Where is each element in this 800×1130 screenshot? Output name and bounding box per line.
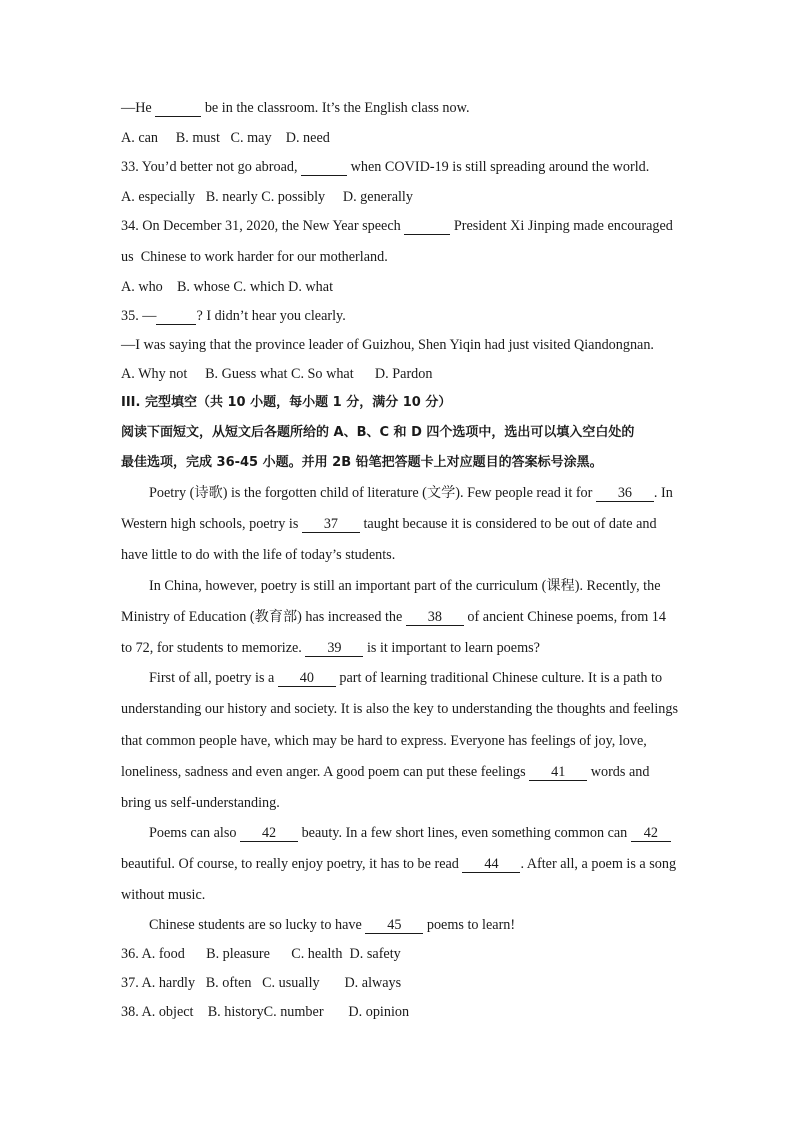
- q33-blank: [301, 160, 347, 176]
- q35-line2: —I was saying that the province leader of Guizhou, Shen Yiqin had just visited Qiandongnan.: [121, 337, 654, 353]
- text: beauty. In a few short lines, even something common can: [301, 825, 628, 841]
- passage-p5-line1: [149, 916, 679, 934]
- passage-p4-line2: [121, 855, 679, 873]
- passage-p2-line2: [121, 608, 679, 626]
- q35-blank: [156, 309, 196, 325]
- q32-text-post: be in the classroom. It’s the English class now.: [204, 100, 470, 116]
- q34-line: [121, 217, 679, 235]
- q35-text-pre: 35. —: [121, 308, 157, 324]
- blank-44: 44: [462, 857, 520, 873]
- text: part of learning traditional Chinese culture. It is a path to: [339, 670, 663, 686]
- text: Western high schools, poetry is: [121, 516, 299, 532]
- text: Chinese students are so lucky to have: [149, 917, 362, 933]
- q32-options: A. can B. must C. may D. need: [121, 130, 330, 146]
- text: to 72, for students to memorize.: [121, 640, 302, 656]
- passage-p3-line4: [121, 763, 679, 781]
- passage-p2-line3: [121, 639, 679, 657]
- passage-p3-line5: bring us self-understanding.: [121, 795, 280, 811]
- text: of ancient Chinese poems, from 14: [467, 609, 666, 625]
- section3-heading: III. 完型填空（共 10 小题，每小题 1 分，满分 10 分）: [121, 395, 452, 410]
- blank-43: 42: [631, 826, 671, 842]
- passage-p3-line2: understanding our history and society. It is also the key to understanding the thoughts and feelings: [121, 701, 679, 717]
- passage-p1-line2: [121, 515, 679, 533]
- q33-line: [121, 158, 679, 176]
- section3-instruction-2: 最佳选项，完成 36-45 小题。并用 2B 铅笔把答题卡上对应题目的答案标号涂黑。: [121, 455, 603, 470]
- passage-p4-line3: without music.: [121, 887, 206, 903]
- q34-line2: us Chinese to work harder for our motherland.: [121, 249, 388, 265]
- blank-38: 38: [406, 610, 464, 626]
- q33-text-post: when COVID-19 is still spreading around the world.: [350, 159, 650, 175]
- text: Ministry of Education (教育部) has increased the: [121, 609, 403, 625]
- blank-41: 41: [529, 765, 587, 781]
- q35-text-post: ? I didn’t hear you clearly.: [196, 308, 346, 324]
- q35-line: [121, 307, 679, 325]
- q32-line: [121, 99, 679, 117]
- text: First of all, poetry is a: [149, 670, 275, 686]
- blank-45: 45: [365, 918, 423, 934]
- text: taught because it is considered to be out of date and: [363, 516, 657, 532]
- q34-blank: [404, 219, 450, 235]
- text: poems to learn!: [426, 917, 516, 933]
- passage-p1-line1: [149, 484, 679, 502]
- passage-p1-line3: have little to do with the life of today’s students.: [121, 547, 396, 563]
- q32-text-pre: —He: [121, 100, 152, 116]
- q32-blank: [155, 101, 201, 117]
- passage-p4-line1: [149, 824, 679, 842]
- q34-text-pre: 34. On December 31, 2020, the New Year speech: [121, 218, 401, 234]
- blank-39: 39: [305, 641, 363, 657]
- passage-p3-line1: [149, 669, 679, 687]
- text: loneliness, sadness and even anger. A good poem can put these feelings: [121, 764, 526, 780]
- q33-options: A. especially B. nearly C. possibly D. generally: [121, 189, 413, 205]
- section3-instruction-1: 阅读下面短文，从短文后各题所给的 A、B、C 和 D 四个选项中，选出可以填入空白处的: [121, 425, 635, 440]
- text: Poems can also: [149, 825, 237, 841]
- answer-options-37: 37. A. hardly B. often C. usually D. always: [121, 975, 402, 991]
- text: . After all, a poem is a song: [520, 856, 677, 872]
- text: is it important to learn poems?: [366, 640, 540, 656]
- blank-37: 37: [302, 517, 360, 533]
- answer-options-38: 38. A. object B. historyC. number D. opinion: [121, 1004, 410, 1020]
- q33-text-pre: 33. You’d better not go abroad,: [121, 159, 298, 175]
- text: Poetry (诗歌) is the forgotten child of literature (文学). Few people read it for: [149, 485, 593, 501]
- passage-p3-line3: that common people have, which may be hard to express. Everyone has feelings of joy, love,: [121, 733, 647, 749]
- answer-options-36: 36. A. food B. pleasure C. health D. safety: [121, 946, 401, 962]
- q35-options: A. Why not B. Guess what C. So what D. Pardon: [121, 366, 433, 382]
- blank-42: 42: [240, 826, 298, 842]
- text: beautiful. Of course, to really enjoy poetry, it has to be read: [121, 856, 459, 872]
- passage-p2-line1: In China, however, poetry is still an important part of the curriculum (课程). Recently, the: [149, 578, 661, 594]
- q34-options: A. who B. whose C. which D. what: [121, 279, 334, 295]
- blank-40: 40: [278, 671, 336, 687]
- blank-36: 36: [596, 486, 654, 502]
- text: words and: [590, 764, 650, 780]
- q34-text-post: President Xi Jinping made encouraged: [453, 218, 673, 234]
- text: . In: [653, 485, 673, 501]
